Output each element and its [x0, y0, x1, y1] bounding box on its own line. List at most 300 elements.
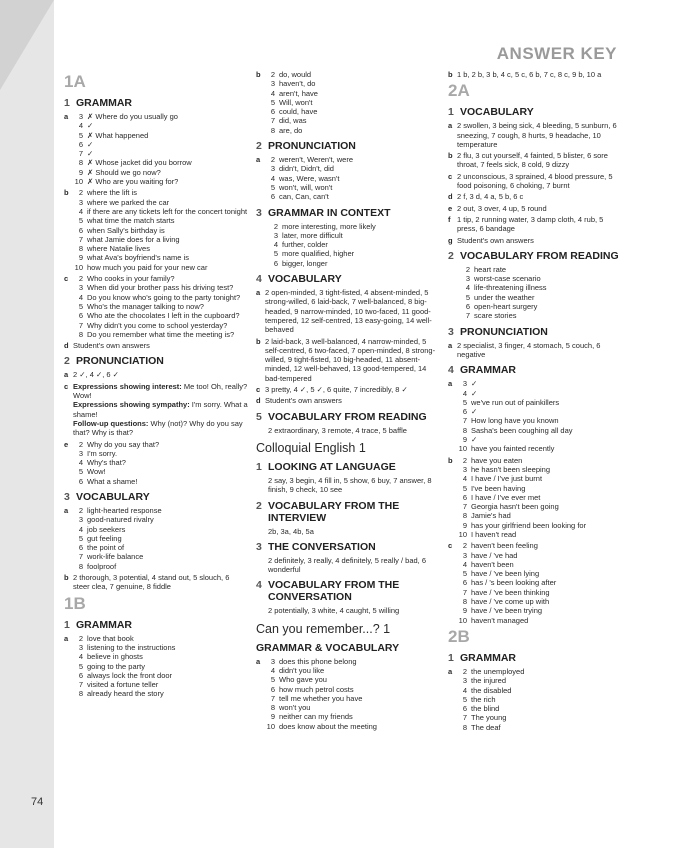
section-title: LOOKING AT LANGUAGE — [268, 460, 396, 473]
item-number: 10 — [74, 177, 83, 187]
section-title: VOCABULARY — [268, 273, 342, 286]
section-heading — [256, 273, 440, 285]
exercise-part — [256, 288, 440, 334]
item-answer: listening to the instructions — [87, 642, 176, 652]
answer-line — [73, 158, 248, 167]
answer-line — [457, 379, 624, 388]
item-answer: Who gave you — [279, 675, 327, 685]
section-heading — [256, 461, 440, 473]
section-number: 2 — [64, 355, 70, 368]
answer-line — [73, 477, 248, 486]
answer-line — [73, 149, 248, 158]
item-number: 6 — [462, 492, 467, 502]
part-label: c — [64, 274, 69, 284]
exercise-part — [64, 440, 248, 486]
part-body — [73, 440, 248, 486]
item-answer: won't, will, won't — [279, 182, 333, 192]
answer-line — [457, 407, 624, 416]
item-number: 7 — [462, 713, 467, 723]
answer-line — [457, 597, 624, 606]
item-answer: what Jamie does for a living — [87, 234, 180, 244]
answer-line — [265, 666, 440, 675]
answer-line — [457, 416, 624, 425]
answer-line — [457, 389, 624, 398]
item-answer: foolproof — [87, 561, 117, 571]
item-answer: have / 've had — [471, 550, 518, 560]
item-answer: ✓ — [471, 407, 478, 417]
section-title: THE CONVERSATION — [268, 540, 376, 553]
answer-line — [73, 235, 248, 244]
item-answer: The young — [471, 713, 507, 723]
item-number: 5 — [78, 216, 83, 226]
part-label: a — [64, 370, 69, 380]
page-title: ANSWER KEY — [496, 44, 617, 63]
item-answer: I have / I've ever met — [471, 492, 541, 502]
part-label: a — [448, 340, 453, 350]
answer-line — [457, 521, 624, 530]
part-body: 2 unconscious, 3 sprained, 4 blood pressure, 5 food poisoning, 6 choking, 7 burnt — [457, 171, 613, 191]
item-number: 8 — [78, 158, 83, 168]
item-number: 10 — [74, 262, 83, 272]
item-number: 8 — [78, 689, 83, 699]
item-answer: Wow! — [87, 467, 106, 477]
exercise-part — [448, 215, 624, 234]
item-number: 4 — [78, 206, 83, 216]
expression-label: Follow-up questions: — [73, 418, 149, 428]
answer-line — [457, 713, 624, 722]
answer-line — [457, 474, 624, 483]
exercise-part — [64, 506, 248, 571]
answer-text: 2 extraordinary, 3 remote, 4 trace, 5 baffle — [268, 425, 407, 435]
section-title: PRONUNCIATION — [460, 325, 548, 338]
item-number: 5 — [270, 182, 275, 192]
section-heading — [448, 652, 624, 664]
item-answer: believe in ghosts — [87, 652, 143, 662]
answer-line — [73, 263, 248, 272]
item-answer: when Sally's birthday is — [87, 225, 165, 235]
answer-line — [268, 249, 440, 258]
part-body — [73, 112, 248, 186]
part-body: 2 swollen, 3 being sick, 4 bleeding, 5 sunburn, 6 sneezing, 7 cough, 8 hurts, 9 headache, 10 temperature — [457, 121, 617, 149]
section-number: 3 — [256, 540, 262, 553]
answer-line — [73, 321, 248, 330]
section-number: 5 — [256, 410, 262, 423]
item-number: 9 — [78, 167, 83, 177]
item-answer: where Natalie lives — [87, 244, 150, 254]
item-answer: ✗ Whose jacket did you borrow — [87, 158, 192, 168]
item-number: 7 — [270, 116, 275, 126]
item-number: 5 — [78, 533, 83, 543]
item-number: 4 — [462, 685, 467, 695]
answer-line — [457, 569, 624, 578]
item-answer: Will, won't — [279, 97, 313, 107]
answer-line — [73, 562, 248, 571]
item-answer: already heard the story — [87, 689, 164, 699]
item-number: 7 — [465, 311, 470, 321]
item-number: 5 — [78, 301, 83, 311]
answer-line — [460, 302, 624, 311]
section-title: VOCABULARY FROM READING — [268, 410, 427, 423]
part-body: 3 pretty, 4 ✓, 5 ✓, 6 quite, 7 incredibly, 8 ✓ — [265, 385, 408, 395]
answer-line — [265, 174, 440, 183]
item-answer: ✓ — [87, 139, 94, 149]
item-answer: do, would — [279, 70, 312, 79]
exercise-part — [256, 657, 440, 731]
item-answer: does know about the meeting — [279, 721, 377, 731]
item-number: 4 — [270, 665, 275, 675]
section-number: 2 — [448, 249, 454, 262]
item-answer: ✗ Should we go now? — [87, 167, 161, 177]
item-number: 2 — [465, 264, 470, 274]
item-number: 9 — [270, 712, 275, 722]
answer-line — [73, 552, 248, 561]
answer-line — [457, 426, 624, 435]
answer-line — [73, 283, 248, 292]
expression-group — [73, 419, 248, 438]
item-answer: does this phone belong — [279, 656, 357, 666]
expression-examples: Me too! Oh, really? Wow! — [73, 381, 248, 401]
item-answer: ✓ — [471, 388, 478, 398]
part-body — [457, 379, 624, 453]
part-label: a — [256, 656, 261, 666]
item-answer: Why do you say that? — [87, 439, 160, 449]
section-title: VOCABULARY — [76, 490, 150, 503]
part-label: d — [448, 192, 453, 202]
answer-line — [457, 616, 624, 625]
section-heading — [256, 541, 440, 553]
answer-line — [265, 126, 440, 135]
answer-line — [265, 164, 440, 173]
item-number: 5 — [270, 97, 275, 107]
expression-examples: I'm sorry. What a shame! — [73, 400, 248, 419]
item-number: 2 — [273, 221, 278, 231]
column-left — [64, 70, 248, 701]
exercise-part — [448, 236, 624, 245]
item-answer: could, have — [279, 107, 318, 117]
item-number: 2 — [270, 70, 275, 79]
item-number: 3 — [462, 676, 467, 686]
column-middle — [256, 70, 440, 733]
answer-list — [268, 222, 440, 268]
item-number: 7 — [78, 149, 83, 159]
section-title: GRAMMAR — [76, 618, 132, 631]
item-answer: job seekers — [87, 524, 126, 534]
item-answer: haven't been feeling — [471, 541, 538, 551]
answer-text: 2 definitely, 3 really, 4 definitely, 5 really / bad, 6 wonderful — [268, 555, 427, 575]
exercise-part — [64, 341, 248, 350]
item-answer: Who's the manager talking to now? — [87, 301, 204, 311]
item-answer: gut feeling — [87, 533, 122, 543]
section-heading — [256, 642, 440, 654]
item-number: 5 — [462, 569, 467, 579]
item-number: 3 — [270, 164, 275, 174]
unit-heading: 1A — [64, 72, 86, 91]
unit-heading: 2A — [448, 81, 470, 101]
item-number: 3 — [270, 656, 275, 666]
page-margin-bar — [0, 0, 54, 848]
section-title: VOCABULARY FROM THE INTERVIEW — [268, 499, 400, 524]
part-label: c — [448, 541, 453, 551]
item-answer: good-natured rivalry — [87, 515, 154, 525]
item-answer: aren't, have — [279, 88, 318, 98]
item-number: 3 — [273, 230, 278, 240]
answer-line — [457, 667, 624, 676]
part-body — [457, 667, 624, 732]
item-number: 10 — [458, 444, 467, 454]
answer-line — [73, 198, 248, 207]
section-heading — [256, 140, 440, 152]
part-body: 2 specialist, 3 finger, 4 stomach, 5 couch, 6 negative — [457, 340, 601, 359]
answer-line — [73, 244, 248, 253]
item-number: 6 — [78, 543, 83, 553]
answer-line — [265, 675, 440, 684]
section-heading — [448, 250, 624, 262]
item-number: 9 — [462, 520, 467, 530]
answer-line — [265, 98, 440, 107]
answer-line — [265, 722, 440, 731]
section-number: 1 — [64, 97, 70, 109]
part-label: c — [448, 171, 453, 181]
exercise-part — [448, 70, 624, 79]
item-answer: life-threatening illness — [474, 283, 547, 293]
answer-line — [73, 140, 248, 149]
item-answer: have / 've been thinking — [471, 587, 550, 597]
exercise-part — [448, 192, 624, 201]
item-answer: under the weather — [474, 292, 535, 302]
answer-line — [457, 551, 624, 560]
answer-list — [460, 265, 624, 321]
item-answer: have you fainted recently — [471, 444, 555, 454]
item-answer: I'm sorry. — [87, 448, 118, 458]
answer-line — [457, 511, 624, 520]
item-answer: work-life balance — [87, 552, 144, 562]
section-heading — [64, 355, 248, 367]
item-number: 4 — [78, 524, 83, 534]
exercise-part — [64, 370, 248, 379]
item-answer: ✓ — [471, 435, 478, 445]
item-number: 4 — [270, 88, 275, 98]
answer-line — [460, 311, 624, 320]
exercise-part — [448, 341, 624, 360]
exercise-part — [64, 573, 248, 592]
item-answer: how much petrol costs — [279, 684, 354, 694]
item-number: 5 — [273, 249, 278, 259]
exercise-part — [256, 385, 440, 394]
answer-line — [73, 643, 248, 652]
item-answer: ✗ Where do you usually go — [87, 112, 178, 121]
exercise-part — [448, 204, 624, 213]
answer-line — [460, 274, 624, 283]
item-number: 2 — [462, 541, 467, 551]
part-body: 1 tip, 2 running water, 3 damp cloth, 4 rub, 5 press, 6 bandage — [457, 214, 604, 234]
exercise-part — [64, 382, 248, 438]
answer-line — [265, 712, 440, 721]
item-number: 9 — [78, 253, 83, 263]
answer-line — [457, 606, 624, 615]
section-number: 3 — [448, 325, 454, 338]
item-answer: what Ava's boyfriend's name is — [87, 253, 189, 263]
answer-line — [460, 265, 624, 274]
section-number: 4 — [256, 579, 262, 592]
answer-line — [457, 435, 624, 444]
item-number: 7 — [462, 416, 467, 426]
part-body — [73, 634, 248, 699]
item-answer: always lock the front door — [87, 670, 173, 680]
answer-line — [460, 293, 624, 302]
item-number: 3 — [465, 274, 470, 284]
answer-line — [73, 534, 248, 543]
answer-line — [457, 695, 624, 704]
answer-line — [457, 578, 624, 587]
answer-line — [457, 530, 624, 539]
item-answer: Jamie's had — [471, 511, 511, 521]
part-body: 2 flu, 3 cut yourself, 4 fainted, 5 blister, 6 sore throat, 7 feels sick, 8 cold, 9 dizzy — [457, 151, 608, 170]
item-answer: worst-case scenario — [474, 274, 541, 284]
part-body — [73, 506, 248, 571]
item-answer: Do you know who's going to the party tonight? — [87, 292, 241, 302]
section-heading — [256, 207, 440, 219]
answer-line — [268, 231, 440, 240]
part-body: Student's own answers — [457, 235, 534, 245]
item-number: 3 — [270, 79, 275, 89]
part-label: b — [448, 455, 453, 465]
exercise-part — [256, 337, 440, 383]
section-heading — [448, 364, 624, 376]
item-number: 7 — [78, 680, 83, 690]
exercise-part — [448, 456, 624, 540]
section-title: VOCABULARY — [460, 106, 534, 119]
item-answer: Do you remember what time the meeting is? — [87, 329, 235, 339]
exercise-part — [448, 172, 624, 191]
answer-line — [457, 676, 624, 685]
item-answer: more qualified, higher — [282, 249, 355, 259]
answer-line — [73, 689, 248, 698]
item-number: 8 — [462, 722, 467, 732]
item-number: 8 — [462, 425, 467, 435]
item-number: 2 — [78, 188, 83, 198]
section-heading — [64, 97, 248, 109]
item-answer: Who cooks in your family? — [87, 274, 175, 284]
answer-line — [268, 259, 440, 268]
item-answer: more interesting, more likely — [282, 221, 376, 231]
answer-line — [265, 155, 440, 164]
item-answer: Why's that? — [87, 458, 126, 468]
answer-line — [460, 283, 624, 292]
item-answer: we've run out of painkillers — [471, 397, 560, 407]
item-number: 3 — [78, 112, 83, 121]
item-answer: where the lift is — [87, 188, 138, 198]
section-number: 1 — [64, 618, 70, 631]
item-answer: The deaf — [471, 722, 501, 732]
part-body — [265, 155, 440, 201]
answer-line — [457, 723, 624, 732]
item-answer: Sasha's been coughing all day — [471, 425, 573, 435]
item-number: 2 — [78, 274, 83, 284]
answer-line — [265, 192, 440, 201]
part-body — [73, 382, 248, 438]
item-answer: are, do — [279, 125, 303, 135]
answer-line — [265, 79, 440, 88]
answer-line — [268, 222, 440, 231]
item-number: 6 — [270, 684, 275, 694]
item-number: 6 — [270, 192, 275, 202]
answer-line — [73, 440, 248, 449]
item-answer: the blind — [471, 704, 500, 714]
item-number: 7 — [462, 502, 467, 512]
section-title: GRAMMAR IN CONTEXT — [268, 206, 391, 219]
part-body — [73, 188, 248, 272]
part-body — [457, 456, 624, 540]
exercise-part — [64, 188, 248, 272]
section-number: 2 — [256, 140, 262, 153]
item-number: 8 — [270, 703, 275, 713]
answer-line — [457, 704, 624, 713]
item-answer: Who ate the chocolates I left in the cupboard? — [87, 311, 240, 321]
answer-line — [73, 671, 248, 680]
part-label: b — [64, 188, 69, 198]
item-number: 10 — [458, 615, 467, 625]
section-title: PRONUNCIATION — [268, 140, 356, 153]
item-answer: How long have you known — [471, 416, 559, 426]
part-label: a — [64, 112, 69, 121]
part-body — [265, 657, 440, 731]
item-number: 4 — [462, 388, 467, 398]
item-number: 6 — [462, 704, 467, 714]
answer-line — [457, 588, 624, 597]
lesson-heading: Colloquial English 1 — [256, 440, 366, 455]
answer-line — [265, 107, 440, 116]
item-answer: was, Were, wasn't — [279, 173, 340, 183]
part-label: c — [256, 385, 261, 395]
item-number: 4 — [273, 240, 278, 250]
item-answer: what time the match starts — [87, 216, 175, 226]
item-number: 5 — [270, 675, 275, 685]
answer-line — [73, 131, 248, 140]
part-body — [265, 70, 440, 135]
item-number: 4 — [78, 292, 83, 302]
item-answer: I haven't read — [471, 529, 517, 539]
item-number: 2 — [270, 155, 275, 165]
section-title: GRAMMAR — [460, 651, 516, 664]
item-number: 3 — [78, 515, 83, 525]
answer-line — [73, 467, 248, 476]
answer-line — [457, 560, 624, 569]
answer-line — [457, 502, 624, 511]
item-answer: weren't, Weren't, were — [279, 155, 354, 165]
item-answer: When did your brother pass his driving test? — [87, 283, 234, 293]
item-answer: have / 've been lying — [471, 569, 540, 579]
item-number: 7 — [270, 693, 275, 703]
part-body: Student's own answers — [265, 396, 342, 406]
part-label: b — [448, 70, 453, 79]
answer-line — [73, 506, 248, 515]
answer-line — [457, 398, 624, 407]
section-title: GRAMMAR & VOCABULARY — [256, 641, 400, 654]
item-answer: I have / I've just burnt — [471, 474, 543, 484]
unit-heading: 2B — [448, 626, 470, 646]
item-number: 5 — [462, 483, 467, 493]
item-number: 6 — [78, 139, 83, 149]
item-answer: has / 's been looking after — [471, 578, 557, 588]
item-number: 9 — [462, 435, 467, 445]
answer-line — [457, 465, 624, 474]
unit-heading: 1B — [64, 593, 86, 613]
item-number: 5 — [78, 661, 83, 671]
part-body — [457, 541, 624, 625]
item-number: 4 — [465, 283, 470, 293]
expression-group — [73, 382, 248, 401]
part-body: 2 ✓, 4 ✓, 6 ✓ — [73, 370, 119, 380]
